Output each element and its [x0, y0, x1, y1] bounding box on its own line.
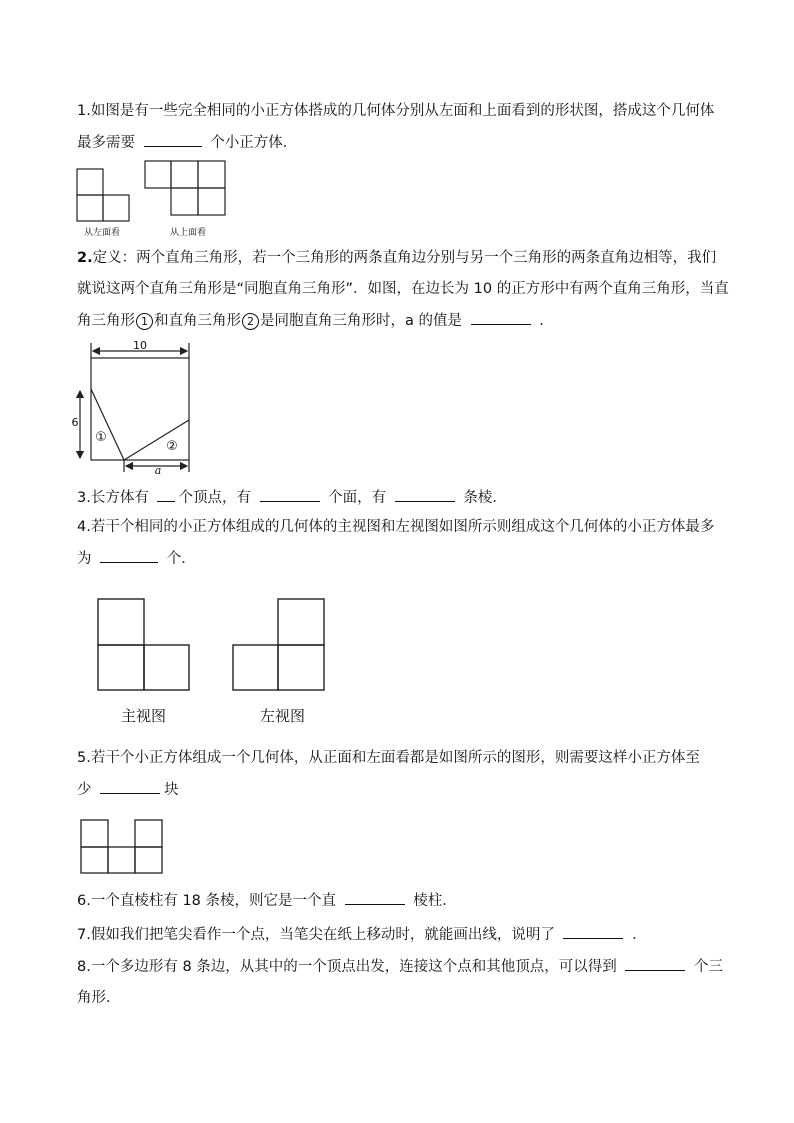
q2-fig-bottom-label: a	[154, 464, 162, 477]
q1-top-view-figure	[144, 160, 228, 218]
q6-text-b: 棱柱．	[413, 893, 457, 909]
q5-line2-end: 块	[164, 782, 179, 798]
q3-faces-blank[interactable]	[260, 487, 320, 502]
q2-line3-a: 角三角形	[77, 313, 135, 329]
q2-line3-b: 和直角三角形	[154, 313, 241, 329]
q6-text-a: 6.一个直棱柱有 18 条棱，则它是一个直	[77, 893, 337, 909]
q5-view-figure	[80, 819, 163, 875]
q3-vertices-blank[interactable]	[157, 487, 175, 502]
q5-line2	[77, 779, 179, 800]
q6-line	[77, 890, 457, 911]
q2-line1-text: 定义：两个直角三角形，若一个三角形的两条直角边分别与另一个三角形的两条直角边相等，我们	[92, 250, 717, 266]
q4-left-view-figure	[232, 598, 326, 692]
q1-line2-end: 个小正方体．	[210, 135, 298, 151]
q1-line2	[77, 132, 297, 153]
q3-edges-blank[interactable]	[395, 487, 455, 502]
q5-line2-start: 少	[77, 782, 92, 798]
q1-left-view-figure	[76, 168, 132, 224]
q1-line2-start: 最多需要	[77, 135, 135, 151]
q3-line	[77, 487, 507, 508]
q3-text-b: 个顶点，有	[178, 490, 251, 506]
q2-line3	[77, 310, 554, 331]
q7-answer-blank[interactable]	[563, 924, 623, 939]
q4-line1: 4.若干个相同的小正方体组成的几何体的主视图和左视图如图所示则组成这个几何体的小正方体最多	[77, 519, 715, 535]
q2-line3-c: 是同胞直角三角形时，a 的值是	[260, 313, 462, 329]
q7-line	[77, 924, 647, 945]
q2-line2: 就说这两个直角三角形是“同胞直角三角形”．如图，在边长为 10 的正方形中有两个直角三角形，当直	[77, 281, 729, 297]
q1-line1: 1.如图是有一些完全相同的小正方体搭成的几何体分别从左面和上面看到的形状图，搭成这个几何体	[77, 103, 715, 119]
q1-left-view-caption: 从左面看	[84, 228, 121, 238]
q4-main-view-figure	[97, 598, 191, 692]
q2-number: 2.	[77, 250, 93, 266]
q5-line1: 5.若干个小正方体组成一个几何体，从正面和左面看都是如图所示的图形，则需要这样小正方体至	[77, 750, 700, 766]
q1-top-view-caption: 从上面看	[170, 228, 207, 238]
q8-line1	[77, 956, 723, 977]
q2-circle-1: 1	[136, 313, 153, 330]
q2-answer-blank[interactable]	[471, 310, 531, 325]
q2-circle-2: 2	[242, 313, 259, 330]
q2-square-figure	[72, 338, 197, 478]
q2-fig-top-label: 10	[133, 339, 147, 352]
q2-fig-triangle2-label: ②	[166, 439, 178, 454]
q2-fig-left-label: 6	[72, 416, 79, 429]
q4-line2	[77, 548, 196, 569]
q4-left-view-caption: 左视图	[260, 707, 306, 725]
q8-line2: 角形．	[77, 990, 121, 1006]
q3-text-c: 个面，有	[328, 490, 387, 506]
q8-text-a: 8.一个多边形有 8 条边，从其中的一个顶点出发，连接这个点和其他顶点，可以得到	[77, 959, 617, 975]
q1-answer-blank[interactable]	[144, 132, 202, 147]
q7-text-a: 7.假如我们把笔尖看作一个点，当笔尖在纸上移动时，就能画出线，说明了	[77, 927, 555, 943]
q2-line1	[77, 248, 716, 268]
q4-answer-blank[interactable]	[100, 548, 158, 563]
q8-answer-blank[interactable]	[625, 956, 685, 971]
q4-line2-start: 为	[77, 551, 92, 567]
q4-line2-end: 个．	[166, 551, 196, 567]
q5-answer-blank[interactable]	[100, 779, 160, 794]
q4-main-view-caption: 主视图	[121, 707, 167, 725]
q3-text-d: 条棱．	[463, 490, 507, 506]
q8-text-b: 个三	[694, 959, 723, 975]
q7-text-b: ．	[632, 927, 647, 943]
q3-text-a: 3.长方体有	[77, 490, 149, 506]
q2-fig-triangle1-label: ①	[95, 430, 107, 445]
q6-answer-blank[interactable]	[345, 890, 405, 905]
q2-line3-d: ．	[539, 313, 554, 329]
